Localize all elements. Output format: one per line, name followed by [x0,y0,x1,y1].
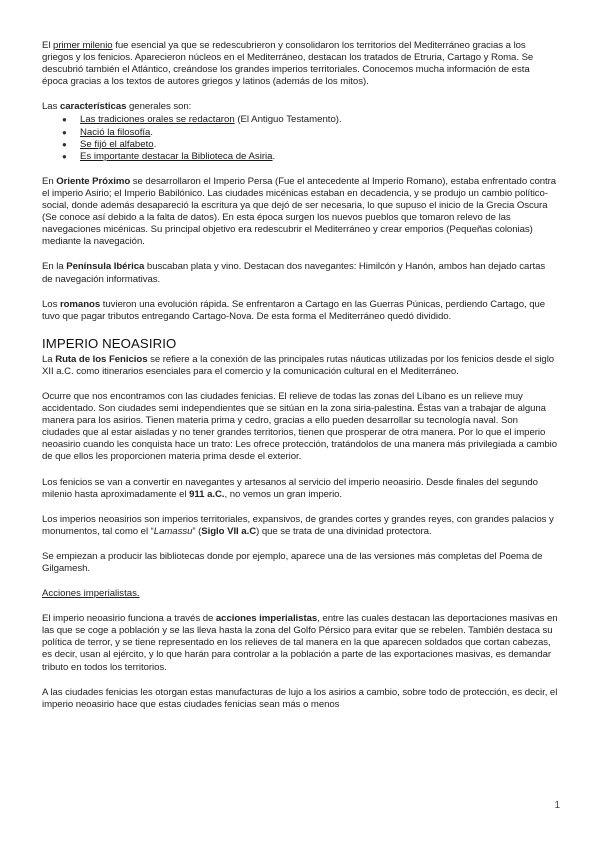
fenicios-paragraph: Los fenicios se van a convertir en navegantes y artesanos al servicio del imperio neoasirio. Desde finales del segundo milenio hasta aproximadamente el 911 a.C., no vemos un gran imperio. [42,476,538,500]
peninsula-iberica-paragraph: En la Península Ibérica buscaban plata y vino. Destacan dos navegantes: Himilcón y Hanón, ambos han dejado cartas de navegación informativas. [42,261,546,285]
list-item: ● Es importante destacar la Biblioteca de Asiria. [62,151,558,163]
biblioteca-asiria-link[interactable]: Es importante destacar la Biblioteca de Asiria [80,150,273,162]
filosofia-link[interactable]: Nació la filosofía [80,126,151,138]
caracteristicas-intro: Las características generales son: [42,101,192,113]
final-paragraph: A las ciudades fenicias les otorgan estas manufacturas de lujo a los asirios a cambio, sobre todo de protección, es decir, el imperio neoasirio hace que estas ciudades fenicias sean más o menos [42,686,558,710]
imperios-neoasirios-paragraph: Los imperios neoasirios son imperios territoriales, expansivos, de grandes cortes y grandes reyes, con grandes palacios y monumentos, tal como el “Lamassu” (Siglo VII a.C) que se trata de una divinidad protectora. [42,513,554,537]
page-number: 1 [554,800,560,811]
ruta-fenicios-paragraph: La Ruta de los Fenicios se refiere a la conexión de las principales rutas náuticas utilizadas por los fenicios desde el siglo XII a.C. como itinerarios esenciales para el comercio y la comunicación cultural en el Mediterráneo. [42,353,555,377]
section-title: IMPERIO NEOASIRIO [42,335,177,351]
ciudades-fenicias-paragraph: Ocurre que nos encontramos con las ciudades fenicias. El relieve de todas las zonas del Líbano es un relieve muy accidentado. Son ciudades semi independientes que se sitúan en la zona siria-palestina. Éstas van a trabajar de alguna manera para los asirios. Tienen materia prima y cedro, gracias a ello pueden desarrollar su tecnología naval. Son ciudades que al estar aisladas y no tener grandes territorios, tienen que prosperar de otra manera. Por lo que el imperio neoasirio cuando les conquista hace un trato: Les ofrece protección, tratándolos de una manera más privilegiada a cambio de que ellos les proporcionen materia prima desde el exterior. [42,390,558,463]
alfabeto-link[interactable]: Se fijó el alfabeto [80,138,154,150]
romanos-paragraph: Los romanos tuvieron una evolución rápida. Se enfrentaron a Cartago en las Guerras Púnicas, perdiendo Cartago, que tuvo que pagar tributos entregando Cartago-Nova. De esta forma el Mediterráneo quedó dividido. [42,298,546,322]
acciones-heading: Acciones imperialistas. [42,588,140,600]
bibliotecas-paragraph: Se empiezan a producir las bibliotecas donde por ejemplo, aparece una de las versiones más completas del Poema de Gilgamesh. [42,550,543,574]
list-item: ● Nació la filosofía. [62,127,558,139]
tradiciones-orales-link[interactable]: Las tradiciones orales se redactaron [80,114,235,126]
intro-paragraph: El primer milenio fue esencial ya que se redescubrieron y consolidaron los territorios del Mediterráneo gracias a los griegos y los fenicios. Aparecieron núcleos en el Mediterráneo, destacan los tratados de Etruria, Cartago y Roma. Se descubrió también el Atlántico, creándose los grandes imperios territoriales. Conocemos mucha información de esta época gracias a los textos de autores griegos y latinos (además de los mitos). [42,40,534,88]
oriente-proximo-paragraph: En Oriente Próximo se desarrollaron el Imperio Persa (Fue el antecedente al Imperio Romano), estaba enfrentado contra el imperio Asirio; el Imperio Babilónico. Las ciudades micénicas estaban en decadencia, y se produjo un cambio político-social, donde además desapareció la escritura ya que dejó de ser necesaria, lo que supuso el inicio de la Grecia Oscura (Se conoce así debido a la falta de datos). En esta época surgen los nuevos pueblos que tomaron relevo de las navegaciones micénicas. Su principal objetivo era redescubrir el Mediterráneo y crear emporios (Pequeñas colonias) mediante la navegación. [42,175,557,248]
list-item: ● Las tradiciones orales se redactaron (El Antiguo Testamento). [62,114,558,126]
caracteristicas-list [42,114,558,162]
acciones-paragraph: El imperio neoasirio funciona a través de acciones imperialistas, entre las cuales destacan las deportaciones masivas en las que se coge a población y se las lleva hasta la zona del Golfo Pérsico para evitar que se rebelen. También destaca su política de terror, y se tiene representado en los relieves de tal manera en la que aparecen soldados que cortan cabezas, es decir, usan al ejército, y lo que harán para controlar a la población a parte de las exportaciones masivas, es demandar tributo en todos los territorios. [42,613,558,673]
primer-milenio-link[interactable]: primer milenio [53,40,113,51]
list-item: ● Se fijó el alfabeto. [62,139,558,151]
